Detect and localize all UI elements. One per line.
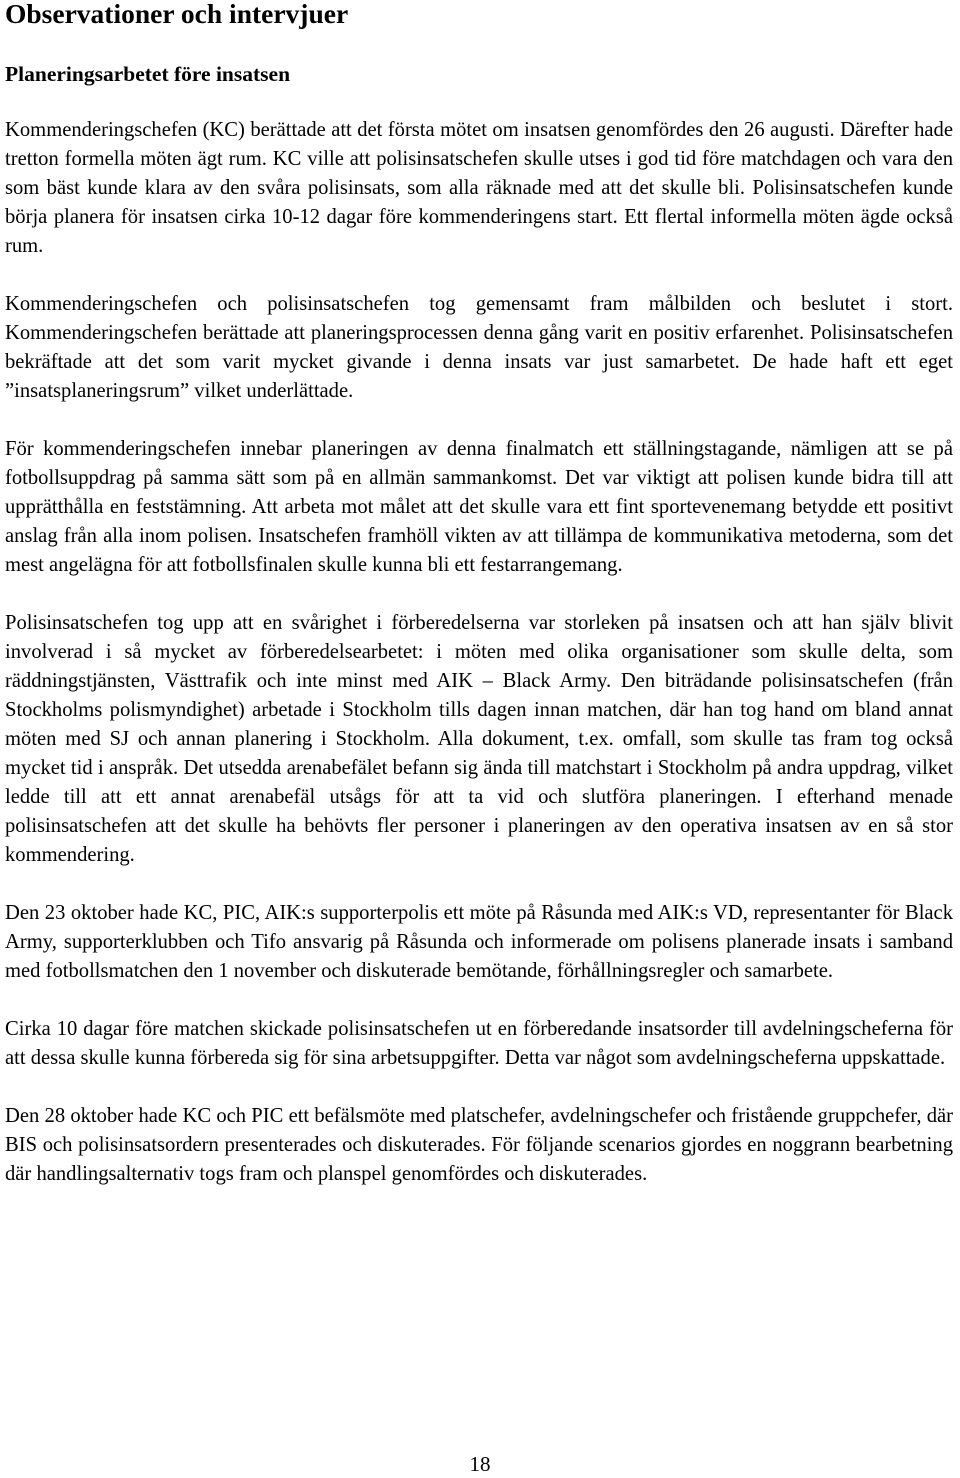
paragraph-6: Cirka 10 dagar före matchen skickade polisinsatschefen ut en förberedande insatsorder till avdelningscheferna för att dessa skulle kunna förbereda sig för sina arbetsuppgifter. Detta var något som avdelningscheferna uppskattade. — [5, 1018, 953, 1069]
page-number: 18 — [469, 1452, 491, 1476]
paragraph-1: Kommenderingschefen (KC) berättade att det första mötet om insatsen genomfördes den 26 augusti. Därefter hade tretton formella möten ägt rum. KC ville att polisinsatschefen skulle utses i god tid före matchdagen och vara den som bäst kunde klara av den svåra polisinsats, som alla räknade med att det skulle bli. Polisinsatschefen kunde börja planera för insatsen cirka 10-12 dagar före kommenderingens start. Ett flertal informella möten ägde också rum. — [5, 119, 953, 257]
paragraph-4: Polisinsatschefen tog upp att en svårighet i förberedelserna var storleken på insatsen och att han själv blivit involverad i så mycket av förberedelsearbetet: i möten med olika organisationer som skulle delta, som räddningstjänsten, Västtrafik och inte minst med AIK – Black Army. Den biträdande polisinsatschefen (från Stockholms polismyndighet) arbetade i Stockholm tills dagen innan matchen, där han tog hand om bland annat möten med SJ och annan planering i Stockholm. Alla dokument, t.ex. omfall, som skulle tas fram tog också mycket tid i anspråk. Det utsedda arenabefälet befann sig ända till matchstart i Stockholm på andra uppdrag, vilket ledde till att ett annat arenabefäl utsågs för att ta vid och slutföra planeringen. I efterhand menade polisinsatschefen att det skulle ha behövts fler personer i planeringen av den operativa insatsen av en så stor kommendering. — [5, 612, 953, 866]
paragraph-5: Den 23 oktober hade KC, PIC, AIK:s supporterpolis ett möte på Råsunda med AIK:s VD, representanter för Black Army, supporterklubben och Tifo ansvarig på Råsunda och informerade om polisens planerade insats i samband med fotbollsmatchen den 1 november och diskuterade bemötande, förhållningsregler och samarbete. — [5, 902, 953, 982]
paragraph-3: För kommenderingschefen innebar planeringen av denna finalmatch ett ställningstagande, nämligen att se på fotbollsuppdrag på samma sätt som på en allmän sammankomst. Det var viktigt att polisen kunde bidra till att upprätthålla en feststämning. Att arbeta mot målet att det skulle vara ett fint sportevenemang betydde ett positivt anslag från alla inom polisen. Insatschefen framhöll vikten av att tillämpa de kommunikativa metoderna, som det mest angelägna för att fotbollsfinalen skulle kunna bli ett festarrangemang. — [5, 438, 953, 576]
paragraph-2: Kommenderingschefen och polisinsatschefen tog gemensamt fram målbilden och beslutet i stort. Kommenderingschefen berättade att planeringsprocessen denna gång varit en positiv erfarenhet. Polisinsatschefen bekräftade att det som varit mycket givande i denna insats var just samarbetet. De hade haft ett eget ”insatsplaneringsrum” vilket underlättade. — [5, 293, 953, 402]
section-heading: Planeringsarbetet före insatsen — [5, 62, 291, 86]
document-body — [5, 116, 953, 1218]
paragraph-7: Den 28 oktober hade KC och PIC ett befälsmöte med platschefer, avdelningschefer och fristående gruppchefer, där BIS och polisinsatsordern presenterades och diskuterades. För följande scenarios gjordes en noggrann bearbetning där handlingsalternativ togs fram och planspel genomfördes och diskuterades. — [5, 1105, 953, 1185]
page-title: Observationer och intervjuer — [5, 0, 349, 29]
